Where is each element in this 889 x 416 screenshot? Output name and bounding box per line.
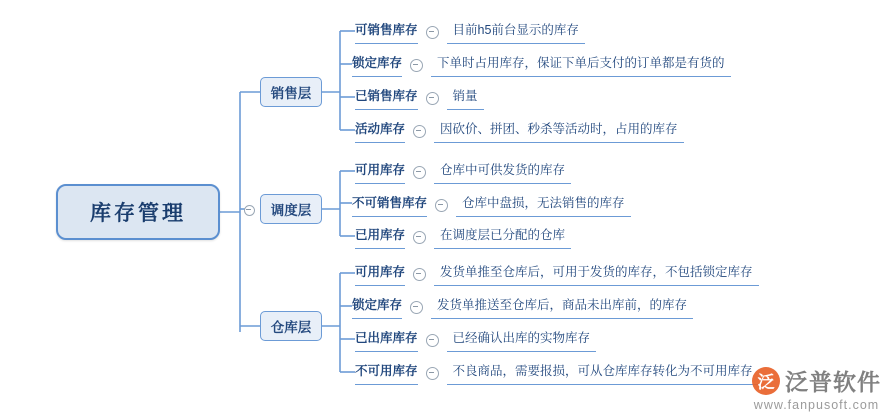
leaf-desc: 下单时占用库存，保证下单后支付的订单都是有货的 — [431, 52, 731, 77]
leaf-row[interactable] — [352, 293, 693, 319]
leaf-row[interactable] — [352, 51, 731, 77]
leaf-desc: 销量 — [447, 85, 484, 110]
leaf-desc: 仓库中可供发货的库存 — [434, 159, 571, 184]
leaf-row[interactable] — [355, 260, 759, 286]
branch-node-warehouse-label: 仓库层 — [270, 320, 312, 335]
minus-icon[interactable] — [410, 59, 423, 72]
minus-icon[interactable] — [410, 301, 423, 314]
root-node-label: 库存管理 — [90, 202, 186, 225]
leaf-row[interactable] — [352, 191, 631, 217]
minus-icon[interactable] — [413, 268, 426, 281]
leaf-desc: 目前h5前台显示的库存 — [447, 19, 585, 44]
leaf-label: 可用库存 — [355, 261, 405, 286]
leaf-row[interactable] — [355, 359, 759, 385]
minus-icon[interactable] — [413, 166, 426, 179]
leaf-label: 不可用库存 — [355, 360, 418, 385]
leaf-row[interactable] — [355, 117, 684, 143]
leaf-label: 可销售库存 — [355, 19, 418, 44]
watermark-url: www.fanpusoft.com — [753, 398, 880, 412]
leaf-row[interactable] — [355, 158, 571, 184]
watermark — [752, 364, 881, 412]
leaf-label: 不可销售库存 — [352, 192, 427, 217]
leaf-desc: 在调度层已分配的仓库 — [434, 224, 571, 249]
minus-icon[interactable] — [426, 367, 439, 380]
leaf-label: 活动库存 — [355, 118, 405, 143]
leaf-desc: 发货单推至仓库后，可用于发货的库存，不包括锁定库存 — [434, 261, 759, 286]
minus-icon[interactable] — [426, 26, 439, 39]
branch-node-sales-label: 销售层 — [270, 86, 312, 101]
leaf-row[interactable] — [355, 223, 571, 249]
leaf-desc: 不良商品，需要报损，可从仓库库存转化为不可用库存 — [447, 360, 759, 385]
root-node[interactable] — [56, 184, 220, 240]
leaf-label: 已用库存 — [355, 224, 405, 249]
leaf-label: 可用库存 — [355, 159, 405, 184]
leaf-label: 锁定库存 — [352, 294, 402, 319]
leaf-row[interactable] — [355, 326, 596, 352]
watermark-brand-name: 泛普软件 — [785, 369, 881, 395]
leaf-row[interactable] — [355, 18, 585, 44]
minus-icon[interactable] — [435, 199, 448, 212]
leaf-desc: 发货单推送至仓库后，商品未出库前，的库存 — [431, 294, 693, 319]
minus-icon[interactable] — [426, 334, 439, 347]
leaf-desc: 因砍价、拼团、秒杀等活动时，占用的库存 — [434, 118, 684, 143]
leaf-label: 已销售库存 — [355, 85, 418, 110]
branch-node-dispatch-label: 调度层 — [270, 203, 312, 218]
leaf-desc: 仓库中盘损，无法销售的库存 — [456, 192, 631, 217]
branch-node-sales[interactable] — [260, 77, 322, 107]
leaf-row[interactable] — [355, 84, 484, 110]
minus-icon[interactable] — [413, 231, 426, 244]
leaf-desc: 已经确认出库的实物库存 — [447, 327, 597, 352]
brand-logo-icon: 泛 — [752, 367, 780, 395]
branch-node-warehouse[interactable] — [260, 311, 322, 341]
branch-node-dispatch[interactable] — [260, 194, 322, 224]
collapse-icon-dispatch[interactable] — [244, 205, 255, 216]
minus-icon[interactable] — [413, 125, 426, 138]
watermark-row — [752, 364, 881, 397]
leaf-label: 已出库库存 — [355, 327, 418, 352]
minus-icon[interactable] — [426, 92, 439, 105]
leaf-label: 锁定库存 — [352, 52, 402, 77]
